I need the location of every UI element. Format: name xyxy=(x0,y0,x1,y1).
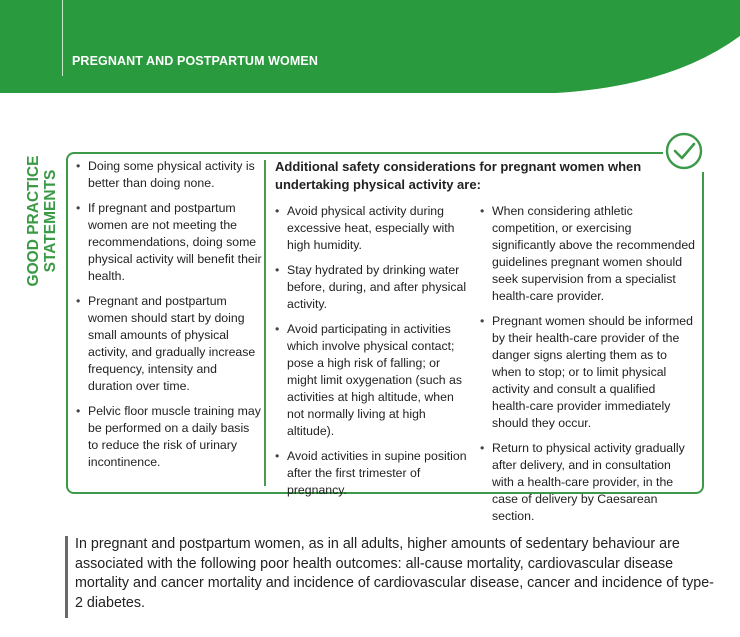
list-item: • Avoid participating in activities which involve physical contact; pose a high risk of falling; or might limit oxygenation (such as activities at high altitude, when not normally living at high altitude). xyxy=(275,321,470,440)
list-item: • Stay hydrated by drinking water before, during, and after physical activity. xyxy=(275,262,470,313)
list-item: • Avoid physical activity during excessive heat, especially with high humidity. xyxy=(275,203,470,254)
list-item: • Avoid activities in supine position after the first trimester of pregnancy. xyxy=(275,448,470,499)
list-item: • Pelvic floor muscle training may be performed on a daily basis to reduce the risk of urinary incontinence. xyxy=(76,403,262,471)
good-practice-label xyxy=(22,150,62,292)
list-item: • Doing some physical activity is better than doing none. xyxy=(76,158,262,192)
safety-list-right xyxy=(480,203,696,533)
header-rule xyxy=(62,0,63,76)
list-item: • Return to physical activity gradually after delivery, and in consultation with a health-care provider, in the case of delivery by Caesarean section. xyxy=(480,440,696,525)
sedentary-paragraph: In pregnant and postpartum women, as in all adults, higher amounts of sedentary behaviour are associated with the following poor health outcomes: all-cause mortality, cardiovascular disease mortality and cancer mortality and incidence of cardiovascular disease, cancer and incidence of type-2 diabetes. xyxy=(75,536,714,611)
list-item: • If pregnant and postpartum women are not meeting the recommendations, doing some physical activity will benefit their health. xyxy=(76,200,262,285)
header-banner xyxy=(0,0,740,112)
list-item: • Pregnant women should be informed by their health-care provider of the danger signs alerting them as to when to stop; or to limit physical activity and consult a qualified health-care provider immediately should they occur. xyxy=(480,313,696,432)
list-item: • Pregnant and postpartum women should start by doing small amounts of physical activity, and gradually increase frequency, intensity and duration over time. xyxy=(76,293,262,395)
safety-heading: Additional safety considerations for pregnant women when undertaking physical activity are: xyxy=(275,159,642,192)
good-practice-list xyxy=(76,158,262,479)
list-item: • When considering athletic competition, or exercising significantly above the recommended guidelines pregnant women should seek supervision from a specialist health-care provider. xyxy=(480,203,696,305)
paragraph-accent-bar xyxy=(65,536,68,618)
side-label-line1: GOOD PRACTICE xyxy=(25,155,42,287)
page-title: PREGNANT AND POSTPARTUM WOMEN xyxy=(72,54,318,68)
column-divider xyxy=(264,160,266,486)
side-label-line2: STATEMENTS xyxy=(42,169,59,273)
safety-list-left xyxy=(275,203,470,507)
